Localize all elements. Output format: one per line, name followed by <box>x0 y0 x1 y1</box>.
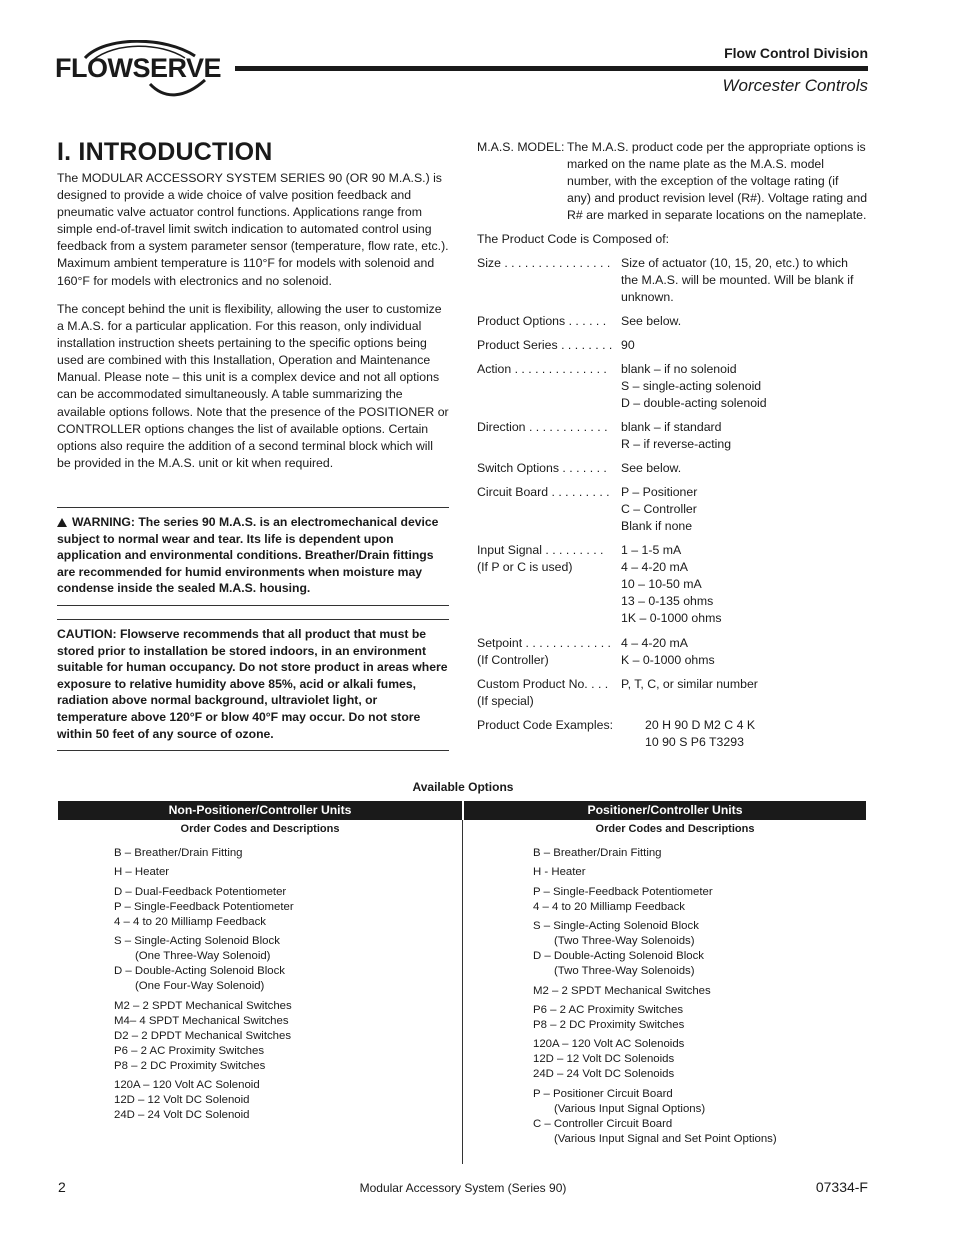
code-example: 20 H 90 D M2 C 4 K <box>645 718 756 732</box>
mas-model-line: R# are marked in separate locations on the nameplate. <box>567 208 867 223</box>
mas-model-line: marked on the name plate as the M.A.S. model <box>567 157 825 172</box>
mas-model-line: any) and product revision level (R#). Voltage rating and <box>567 191 868 206</box>
option-item: S – Single-Acting Solenoid Block <box>114 935 280 947</box>
code-item-value: Blank if none <box>621 519 693 534</box>
option-item: M2 – 2 SPDT Mechanical Switches <box>114 1000 292 1012</box>
code-item-label: Circuit Board . . . . . . . . . <box>477 485 610 499</box>
code-item-value: 13 – 0-135 ohms <box>621 594 714 609</box>
intro-paragraph-1: The MODULAR ACCESSORY SYSTEM SERIES 90 (OR 90 M.A.S.) is designed to provide a wide choice of valve position feedback and pneumatic valve actuator control functions. Applications range from simple end-of-travel limit switch indication to automated control using feedback from a system parameter sensor (temperature, flow rate, etc.). Maximum ambient temperature is 110°F for models with solenoid and 160°F for models with electronics and no solenoid. <box>57 171 449 288</box>
right-subheader: Order Codes and Descriptions <box>595 823 755 835</box>
code-item-label: Setpoint . . . . . . . . . . . . . <box>477 636 611 650</box>
flowserve-logo <box>55 40 222 100</box>
code-item-value: C – Controller <box>621 502 697 517</box>
code-item-value: See below. <box>621 314 682 328</box>
left-column-header: Non-Positioner/Controller Units <box>58 801 462 820</box>
intro-paragraph-2: The concept behind the unit is flexibility, allowing the user to customize a M.A.S. for a particular application. For this reason, only individual installation instruction sheets pertaining to the specific options being used are combined with this Installation, Operation and Maintenance Manual. Please note – this unit is a complex device and not all options can be accommodated simultaneously. A table summarizing the available options follows. Note that the presence of the POSITIONER or CONTROLLER options changes the list of available options. Certain options also require the addition of a second terminal block which will be provided in the M.A.S. unit or kit when required. <box>57 302 449 470</box>
option-item: (One Four-Way Solenoid) <box>135 980 265 992</box>
code-item-value: blank – if standard <box>621 420 722 434</box>
code-item-value: P, T, C, or similar number <box>621 677 758 691</box>
code-item-value: unknown. <box>621 290 674 305</box>
option-item: P – Single-Feedback Potentiometer <box>114 901 294 913</box>
option-item: (Various Input Signal and Set Point Options) <box>554 1133 777 1145</box>
warning-box <box>57 507 449 606</box>
document-number: 07334-F <box>815 1179 868 1195</box>
code-item-label: Custom Product No. . . . <box>477 677 609 691</box>
division-label: Flow Control Division <box>724 45 868 61</box>
option-item: (Two Three-Way Solenoids) <box>554 935 695 947</box>
option-item: (Various Input Signal Options) <box>554 1103 706 1115</box>
option-item: B – Breather/Drain Fitting <box>533 847 662 859</box>
column-divider <box>462 820 463 1164</box>
composed-label: The Product Code is Composed of: <box>477 232 670 246</box>
warning-text: WARNING: The series 90 M.A.S. is an electromechanical device subject to normal wear and tear. Its life is dependent upon application and environmental conditions. Breather/Drain fittings are recommended for humid environments when moisture may condense inside the sealed M.A.S. housing. <box>57 515 439 596</box>
code-item-value: 1 – 1-5 mA <box>621 543 682 557</box>
option-item: D2 – 2 DPDT Mechanical Switches <box>114 1030 292 1042</box>
code-item-label: Direction . . . . . . . . . . . . <box>477 420 608 434</box>
page-number: 2 <box>58 1179 66 1195</box>
code-item-label: Switch Options . . . . . . . <box>477 461 607 475</box>
code-item-label: (If P or C is used) <box>477 560 573 575</box>
option-item: M4– 4 SPDT Mechanical Switches <box>114 1015 289 1027</box>
option-item: S – Single-Acting Solenoid Block <box>533 920 699 932</box>
caution-text: CAUTION: Flowserve recommends that all product that must be stored prior to installation be stored indoors, in an environment suitable for human occupancy. Do not store product in areas where exposure to relative humidity above 85%, acid or alkali fumes, radiation above normal background, ultraviolet light, or temperature above 120°F or blow 40°F may occur. Do not store within 50 feet of any source of ozone. <box>57 627 448 741</box>
mas-model-label: M.A.S. MODEL: <box>477 140 565 154</box>
option-item: 24D – 24 Volt DC Solenoid <box>114 1109 250 1121</box>
right-column-header: Positioner/Controller Units <box>464 801 866 820</box>
code-examples-label: Product Code Examples: <box>477 718 614 732</box>
option-item: H - Heater <box>533 866 586 878</box>
option-item: 24D – 24 Volt DC Solenoids <box>533 1068 675 1080</box>
code-item-value: Size of actuator (10, 15, 20, etc.) to which <box>621 256 848 270</box>
option-item: P8 – 2 DC Proximity Switches <box>533 1019 685 1031</box>
code-item-value: D – double-acting solenoid <box>621 396 767 411</box>
warning-triangle-icon <box>57 518 67 527</box>
code-item-value: K – 0-1000 ohms <box>621 653 715 668</box>
mas-model-line: The M.A.S. product code per the appropriate options is <box>567 140 866 154</box>
option-item: D – Double-Acting Solenoid Block <box>114 965 285 977</box>
option-item: D – Dual-Feedback Potentiometer <box>114 886 287 898</box>
option-item: 4 – 4 to 20 Milliamp Feedback <box>114 916 266 928</box>
code-item-value: P – Positioner <box>621 485 698 499</box>
header-rule <box>235 66 868 71</box>
code-item-value: S – single-acting solenoid <box>621 379 762 394</box>
code-item-value: See below. <box>621 461 682 475</box>
code-item-label: (If special) <box>477 694 534 709</box>
option-item: C – Controller Circuit Board <box>533 1118 673 1130</box>
available-options-title: Available Options <box>412 780 514 794</box>
option-item: P – Single-Feedback Potentiometer <box>533 886 713 898</box>
option-item: P6 – 2 AC Proximity Switches <box>533 1004 684 1016</box>
option-item: H – Heater <box>114 866 170 878</box>
code-item-value: 4 – 4-20 mA <box>621 560 688 575</box>
option-item: P – Positioner Circuit Board <box>533 1088 673 1100</box>
option-item: 12D – 12 Volt DC Solenoid <box>114 1094 250 1106</box>
code-item-label: Product Options . . . . . . <box>477 314 607 328</box>
page-title: I. INTRODUCTION <box>57 138 273 166</box>
code-item-value: blank – if no solenoid <box>621 362 737 376</box>
mas-model-text <box>567 139 872 224</box>
brand-label: Worcester Controls <box>722 76 868 95</box>
code-item-value: 90 <box>621 338 635 352</box>
code-item-value: 1K – 0-1000 ohms <box>621 611 722 626</box>
logo-text: FLOWSERVE <box>55 53 222 83</box>
code-item-value: 4 – 4-20 mA <box>621 636 688 650</box>
option-item: 120A – 120 Volt AC Solenoids <box>533 1038 685 1050</box>
footer-title: Modular Accessory System (Series 90) <box>359 1181 567 1195</box>
mas-model-line: number, with the exception of the voltage rating (if <box>567 174 839 189</box>
code-example: 10 90 S P6 T3293 <box>645 735 744 750</box>
caution-box <box>57 619 449 751</box>
option-item: P8 – 2 DC Proximity Switches <box>114 1060 266 1072</box>
code-item-label: Product Series . . . . . . . . <box>477 338 613 352</box>
option-item: (One Three-Way Solenoid) <box>135 950 271 962</box>
code-examples-values <box>645 717 755 751</box>
option-item: D – Double-Acting Solenoid Block <box>533 950 704 962</box>
code-item-value: the M.A.S. will be mounted. Will be blank if <box>621 273 854 288</box>
option-item: (Two Three-Way Solenoids) <box>554 965 695 977</box>
option-item: 4 – 4 to 20 Milliamp Feedback <box>533 901 685 913</box>
option-item: 120A – 120 Volt AC Solenoid <box>114 1079 260 1091</box>
option-item: B – Breather/Drain Fitting <box>114 847 243 859</box>
code-item-value: 10 – 10-50 mA <box>621 577 702 592</box>
code-item-label: Size . . . . . . . . . . . . . . . . <box>477 256 611 270</box>
option-item: P6 – 2 AC Proximity Switches <box>114 1045 265 1057</box>
option-item: 12D – 12 Volt DC Solenoids <box>533 1053 675 1065</box>
left-subheader: Order Codes and Descriptions <box>180 823 340 835</box>
code-item-label: Action . . . . . . . . . . . . . . <box>477 362 607 376</box>
option-item: M2 – 2 SPDT Mechanical Switches <box>533 985 711 997</box>
code-item-label: (If Controller) <box>477 653 549 668</box>
code-item-label: Input Signal . . . . . . . . . <box>477 543 604 557</box>
code-item-value: R – if reverse-acting <box>621 437 732 452</box>
